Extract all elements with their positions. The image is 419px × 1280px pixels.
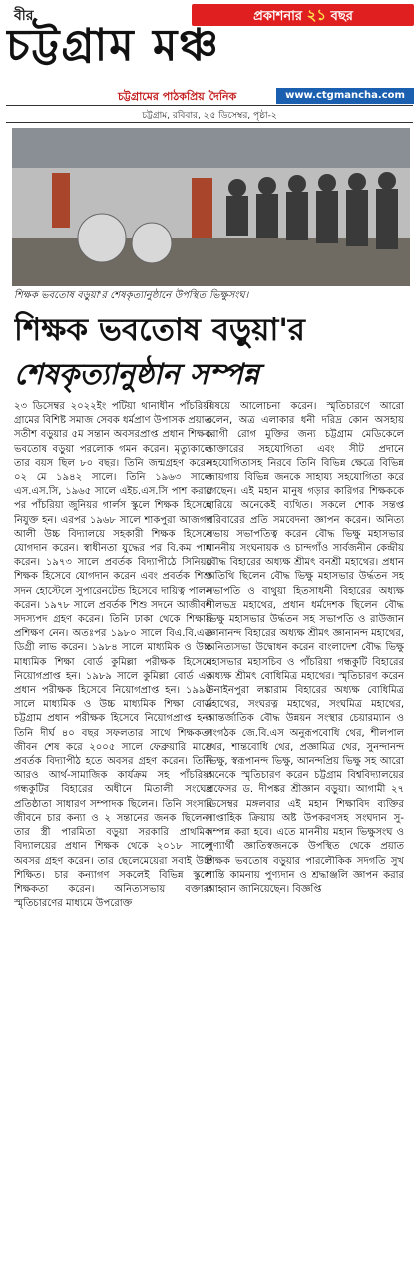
ribbon-prefix: প্রকাশনার xyxy=(253,9,303,24)
masthead-rule-bottom xyxy=(6,122,413,123)
ribbon-year: ২১ xyxy=(306,6,327,24)
website-url[interactable]: www.ctgmancha.com xyxy=(276,88,414,104)
photo-caption: শিক্ষক ভবতোষ বড়ুয়া'র শেষকৃত্যানুষ্ঠানে উপস্থিত ভিক্ষুসংঘ। xyxy=(14,290,249,301)
headline-line-1: শিক্ষক ভবতোষ বড়ুয়া'র xyxy=(14,312,305,348)
masthead-rule-top xyxy=(6,105,413,106)
photo-illustration xyxy=(12,128,410,286)
tagline: চট্টগ্রামের পাঠকপ্রিয় দৈনিক xyxy=(118,90,237,103)
masthead xyxy=(0,0,419,128)
funeral-photo xyxy=(12,128,410,286)
article-column-right xyxy=(206,400,404,1270)
article-body-left: ২৩ ডিসেম্বর ২০২২ইং পটিয়া থানাধীন পাঁচরিয়া গ্রামের বিশিষ্ট সমাজ সেবক ধর্মপ্রাণ উপাসক প্রয়াত সতীশ বড়ুয়ার ৫ম সন্তান অবসরপ্রাপ্ত প্রধান শিক্ষক ভবতোষ বড়ুয়া পরলোক গমন করেন। মৃত্যুকালে তার বয়স ছিল ৮০ বছর। তিনি জন্মগ্রহণ করেন ০২ মে ১৯৪২ সালে। তিনি ১৯৬৩ সালে এস.এস.সি, ১৯৬৫ সালে এইচ.এস.সি পাশ করার পর পাঁচরিয়া জুনিয়র গার্লস স্কুলে শিক্ষক হিসেবে নিযুক্ত হন। এরপর ১৯৬৮ সালে শাকপুরা আজগর আলী উচ্চ বিদ্যালয়ে সহকারী শিক্ষক হিসেবে যোগদান করেন। স্বাধীনতা যুদ্ধের পর বি.কম পাশ করেন। ১৯৭৩ সালে প্রবর্তক বিদ্যাপীঠে সিনিয়র শিক্ষক হিসেবে যোগদান করেন এবং প্রবর্তক শিশু সদন হোস্টেলে সুপারেনটেন্ড হিসেবে দায়িত্ব পালন করেন। ১৯৭৮ সালে প্রবর্তক শিশু সদনে আজীবন সদস্যপদ গ্রহণ করেন। তিনি ঢাকা থেকে শিক্ষায় প্রশিক্ষণ নেন। অতঃপর ১৯৮০ সালে বিএ.বি.এড ডিগ্রী লাভ করেন। ১৯৮৪ সালে মাধ্যমিক ও উচ্চ মাধ্যমিক শিক্ষা বোর্ড কুমিল্লা পরীক্ষক হিসেবে নিয়োগপ্রাপ্ত হন। ১৯৮৯ সালে কুমিল্লা বোর্ড এর প্রধান পরীক্ষক হিসেবে নিয়োগপ্রাপ্ত হন। ১৯৯৫ সালে মাধ্যমিক ও উচ্চ মাধ্যমিক শিক্ষা বোর্ড চট্টগ্রাম প্রধান পরীক্ষক হিসেবে নিয়োগপ্রাপ্ত হন। তিনি দীর্ঘ ৪০ বছর সফলতার সাথে শিক্ষকতা জীবন শেষ করে ২০০৫ সালে ফেব্রুয়ারি মাসে প্রবর্তক বিদ্যাপীঠ হতে অবসর গ্রহণ করেন। তিনি আরও আর্থ-সামাজিক কার্যক্রম সহ পাঁচরিয়া গন্ধকুটির বিহারের অধীনে মিতালী সংঘের প্রতিষ্ঠাতা সাধারণ সম্পাদক ছিলেন। তিনি সংসার জীবনে চার কন্যা ও ২ সন্তানের জনক ছিলেন। তার স্ত্রী পারমিতা বড়ুয়া সরকারি প্রাথমিক বিদ্যালয়ের প্রধান শিক্ষক থেকে ২০১৮ সালে অবসর গ্রহণ করেন। তার ছেলেমেয়েরা সবাই উচ্চ শিক্ষিত। চার কন্যাগণ সকলেই বিভিন্ন স্কুলে শিক্ষকতা করেন। অনিত্যসভায় বক্তারা স্মৃতিচারণের মাধ্যমে উপরোক্ত xyxy=(14,401,212,910)
article-body-right: বিষয়ে আলোচনা করেন। স্মৃতিচারণে আরো বলেন, অত্র এলাকার ধনী দরিদ্র কোন অসহায় রোগী রোগ মুক্তির জন্য চট্টগ্রাম মেডিকেলে ডাক্তারের সহযোগিতা এবং সীট প্রদানে সহযোগিতাসহ নিরবে তিনি বিভিন্ন ক্ষেত্রে বিভিন্ন জায়গায় বিভিন্ন জনকে সাহায্য সহযোগিতা করে গেছেন। এই মহান মানুষ গড়ার কারিগর শিক্ষককে হারিয়ে অনেকেই ব্যথিত। সকলে শোক সন্তপ্ত পরিবারের প্রতি সমবেদনা জ্ঞাপন করেন। অনিত্য সভায় সভাপতিত্ব করেন বৌদ্ধ ভিক্ষু মহাসভার মাননীয় সংঘনায়ক ও চান্দগাঁও সার্বজনীন কেন্দ্রীয় বৌদ্ধ বিহারের অধ্যক্ষ শ্রীমৎ বনশ্রী মহাথের। প্রধান অতিথি ছিলেন বৌদ্ধ ভিক্ষু মহাসভার উর্দ্ধতন সহ সভাপতি ও বাথুয়া হিতসাধনী বিহারের অধ্যক্ষ শীলভদ্র মহাথের, প্রধান ধর্মদেশক ছিলেন বৌদ্ধ ভিক্ষু মহাসভার উর্দ্ধতন সহ সভাপতি ও রাউজান জ্ঞানানন্দ বিহারের অধ্যক্ষ শ্রীমৎ জ্ঞানানন্দ মহাথের, অনিত্যসভা উদ্বোধন করেন বাংলাদেশ বৌদ্ধ ভিক্ষু মহাসভার মহাসচিব ও পাঁচরিয়া গন্ধকুটি বিহারের অধ্যক্ষ শ্রীমৎ বোধিমিত্র মহাথের। স্মৃতিচারণ করেন উনাইনপুরা লঙ্কারাম বিহারের অধ্যক্ষ বোধিমিত্র মহাথের, সংঘরত্ন মহাথের, সংঘমিত্র মহাথের, আন্তর্জাতিক বৌদ্ধ উন্নয়ন সংস্থার চেয়ারম্যান ও সংগঠক জে.বি.এস অনুরূপবোধি থের, শীলপাল থের, শান্তবোধি থের, প্রজ্ঞামিত্র থের, সুনন্দানন্দ ভিক্ষু, স্বরূপানন্দ ভিক্ষু, আনন্দপ্রিয় ভিক্ষু সহ আরো অনেকে স্মৃতিচারণ করেন চট্টগ্রাম বিশ্ববিদ্যালয়ের প্রফেসর ড. দীপঙ্কর শ্রীজ্ঞান বড়ুয়া। আগামী ২৭ ডিসেম্বর মঙ্গলবার এই মহান শিক্ষাবিদ ব্যক্তির সাপ্তাহিক ক্রিয়ায় অষ্ট উপকরণসহ সংঘদান সু-সম্পন্ন করা হবে। এতে মাননীয় মহান ভিক্ষুসংঘ ও পুণ্যার্থী জ্ঞাতিস্বজনকে উপস্থিত থেকে প্রয়াত শিক্ষক ভবতোষ বড়ুয়ার পারলৌকিক সদগতি সুখ শান্তি কামনায় পুণ্যদান ও শ্রদ্ধাঞ্জলি জ্ঞাপন করার আহ্বান জানিয়েছেন। বিজ্ঞপ্তি xyxy=(206,401,404,895)
ribbon-suffix: বছর xyxy=(330,9,353,24)
article-column-left xyxy=(14,400,212,1270)
dateline: চট্টগ্রাম, রবিবার, ২৫ ডিসেম্বর, পৃষ্ঠা-২ xyxy=(142,111,277,121)
veer-label: বীর xyxy=(14,8,34,24)
headline-line-2: শেষকৃত্যানুষ্ঠান সম্পন্ন xyxy=(14,357,260,391)
newspaper-logo: চট্টগ্রাম মঞ্চ xyxy=(6,20,220,71)
